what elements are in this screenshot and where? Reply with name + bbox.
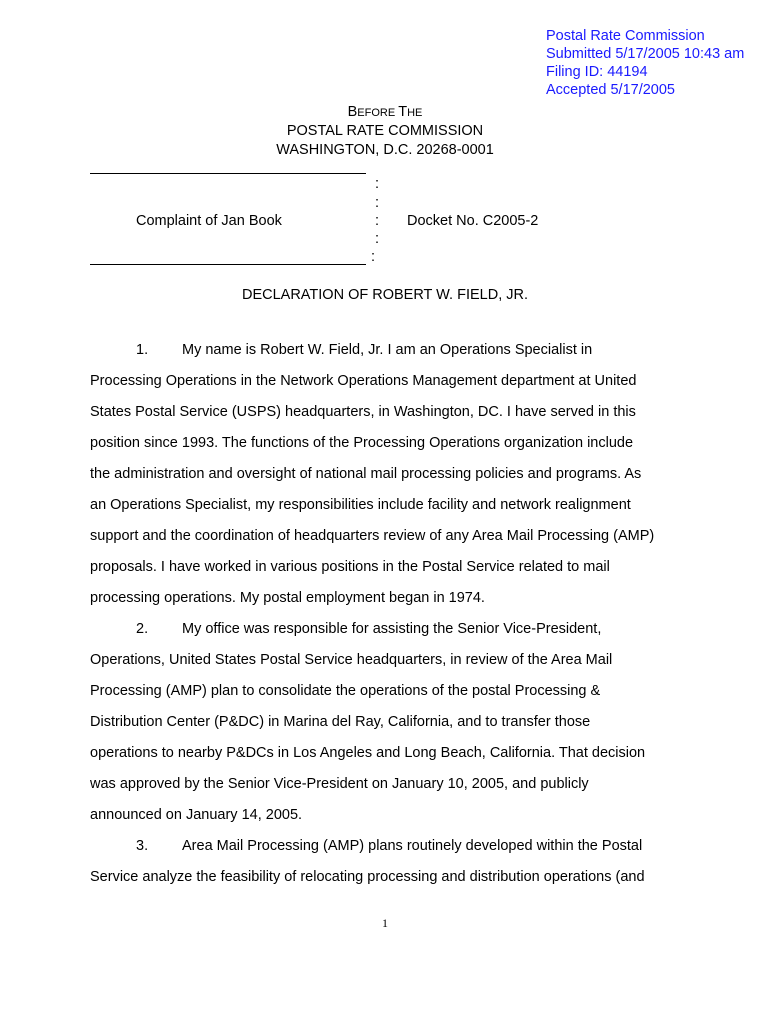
paragraph-line: Service analyze the feasibility of relocating processing and distribution operations (and: [90, 869, 645, 885]
paragraph-text: My name is Robert W. Field, Jr. I am an Operations Specialist in: [182, 342, 593, 358]
paragraph-line: [90, 619, 690, 650]
paragraph-line: proposals. I have worked in various positions in the Postal Service related to mail: [90, 559, 610, 575]
caption-colon: :: [375, 195, 380, 211]
paragraph-line: processing operations. My postal employment began in 1974.: [90, 590, 485, 606]
paragraph-line: the administration and oversight of national mail processing policies and programs. As: [90, 466, 642, 482]
the-rest: HE: [407, 107, 423, 119]
paragraph-line: [90, 340, 690, 371]
paragraph-line: States Postal Service (USPS) headquarters, in Washington, DC. I have served in this: [90, 404, 636, 420]
docket-number: Docket No. C2005-2: [407, 213, 539, 229]
caption-colon: :: [375, 176, 380, 192]
caption-bottom-rule: [90, 264, 366, 265]
paragraph-number: 2.: [136, 621, 149, 637]
paragraph-line: support and the coordination of headquarters review of any Area Mail Processing (AMP): [90, 528, 655, 544]
paragraph-line: position since 1993. The functions of the Processing Operations organization include: [90, 435, 634, 451]
stamp-line-accepted: Accepted 5/17/2005: [546, 82, 675, 98]
before-rest: EFORE: [357, 107, 399, 119]
stamp-line-commission: Postal Rate Commission: [546, 28, 705, 44]
paragraph-number: 3.: [136, 838, 149, 854]
stamp-line-filing-id: Filing ID: 44194: [546, 64, 648, 80]
before-cap-b: B: [347, 104, 358, 120]
before-the-heading: [0, 102, 770, 123]
paragraph-line: an Operations Specialist, my responsibilities include facility and network realignment: [90, 497, 631, 513]
filing-stamp: [546, 27, 744, 99]
paragraph-line: Operations, United States Postal Service headquarters, in review of the Area Mail: [90, 652, 613, 668]
paragraph-line: announced on January 14, 2005.: [90, 807, 303, 823]
paragraph-line: Distribution Center (P&DC) in Marina del Ray, California, and to transfer those: [90, 714, 591, 730]
declaration-body: [90, 340, 690, 898]
paragraph-text: My office was responsible for assisting the Senior Vice-President,: [182, 621, 602, 637]
caption-colon: :: [375, 213, 380, 229]
paragraph-line: Processing (AMP) plan to consolidate the operations of the postal Processing &: [90, 683, 601, 699]
commission-heading: POSTAL RATE COMMISSION: [286, 123, 484, 139]
paragraph-text: Area Mail Processing (AMP) plans routinely developed within the Postal: [182, 838, 643, 854]
paragraph-line: Processing Operations in the Network Operations Management department at United: [90, 373, 637, 389]
paragraph-line: [90, 836, 690, 867]
declaration-title: DECLARATION OF ROBERT W. FIELD, JR.: [241, 287, 528, 303]
stamp-line-submitted: Submitted 5/17/2005 10:43 am: [546, 46, 745, 62]
paragraph-line: operations to nearby P&DCs in Los Angeles and Long Beach, California. That decision: [90, 745, 646, 761]
paragraph-line: was approved by the Senior Vice-President on January 10, 2005, and publicly: [90, 776, 589, 792]
address-heading: WASHINGTON, D.C. 20268-0001: [276, 142, 494, 158]
complaint-caption: Complaint of Jan Book: [136, 213, 282, 229]
caption-colon: :: [371, 249, 376, 265]
caption-top-rule: [90, 173, 366, 174]
page-number: 1: [382, 916, 388, 930]
caption-colon: :: [375, 231, 380, 247]
the-cap-t: T: [398, 104, 408, 120]
paragraph-number: 1.: [136, 342, 149, 358]
